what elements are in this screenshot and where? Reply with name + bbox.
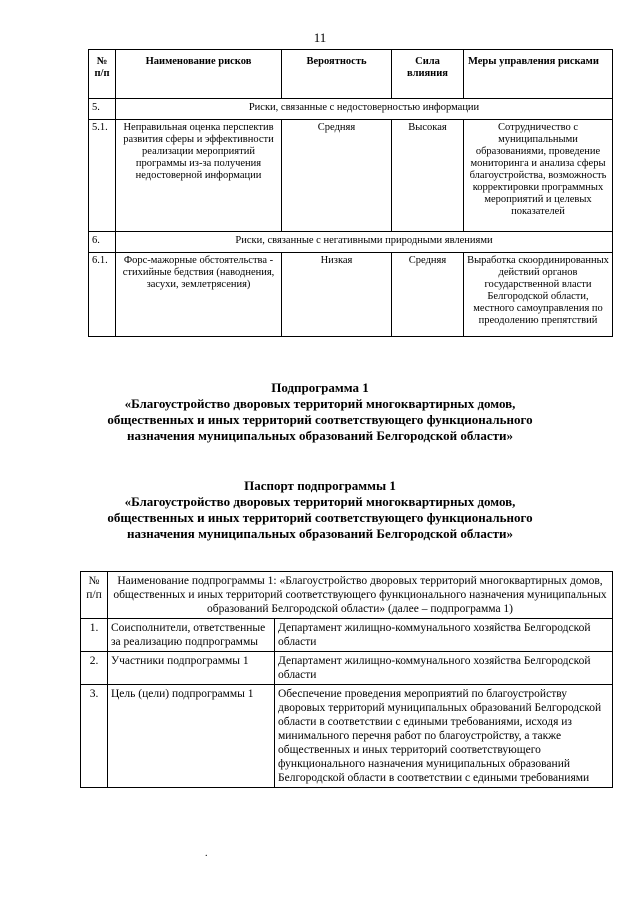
risk-num: 5.1. bbox=[89, 120, 116, 232]
passport-table bbox=[80, 571, 613, 788]
passport-title: Паспорт подпрограммы 1 bbox=[244, 478, 396, 493]
section-num: 5. bbox=[89, 99, 116, 120]
passport-name-line: назначения муниципальных образований Белгородской области» bbox=[127, 526, 513, 541]
risk-table-header bbox=[89, 50, 613, 99]
risk-probability: Низкая bbox=[282, 253, 392, 337]
subprogram-name-line: общественных и иных территорий соответствующего функционального bbox=[107, 412, 533, 427]
section-title: Риски, связанные с негативными природными явлениями bbox=[116, 232, 613, 253]
passport-row-label: Участники подпрограммы 1 bbox=[108, 652, 275, 685]
section-num: 6. bbox=[89, 232, 116, 253]
subprogram-title: Подпрограмма 1 bbox=[271, 380, 369, 395]
passport-row-num: 1. bbox=[81, 619, 108, 652]
passport-row bbox=[81, 652, 613, 685]
passport-header-name: Наименование подпрограммы 1: «Благоустройство дворовых территорий многоквартирных домов, общественных и иных территорий соответствующего функционального назначения муниципальных образований Белгородской области» (далее – подпрограмма 1) bbox=[108, 572, 613, 619]
risk-name: Неправильная оценка перспектив развития сферы и эффективности реализации мероприятий программы из-за получения недостоверной информации bbox=[116, 120, 282, 232]
passport-name-line: «Благоустройство дворовых территорий многоквартирных домов, bbox=[124, 494, 516, 509]
page-number: 11 bbox=[313, 30, 327, 45]
section-row bbox=[89, 99, 613, 120]
risk-table bbox=[88, 49, 613, 337]
subprogram-name-line: «Благоустройство дворовых территорий многоквартирных домов, bbox=[124, 396, 516, 411]
passport-row-value: Департамент жилищно-коммунального хозяйства Белгородской области bbox=[275, 652, 613, 685]
risk-impact: Высокая bbox=[392, 120, 464, 232]
passport-row-value: Департамент жилищно-коммунального хозяйства Белгородской области bbox=[275, 619, 613, 652]
passport-row-label: Соисполнители, ответственные за реализацию подпрограммы bbox=[108, 619, 275, 652]
risk-row bbox=[89, 253, 613, 337]
passport-row-value: Обеспечение проведения мероприятий по благоустройству дворовых территорий муниципальных образований Белгородской области в соответствии с едиными требованиями, исходя из минимального перечня работ по благоустройству, а также общественных и иных территорий соответствующего функционального назначения муниципальных образований Белгородской области в соответствии с едиными требованиями bbox=[275, 685, 613, 788]
passport-name-line: общественных и иных территорий соответствующего функционального bbox=[107, 510, 533, 525]
section-title: Риски, связанные с недостоверностью информации bbox=[116, 99, 613, 120]
header-risk-name: Наименование рисков bbox=[116, 50, 282, 99]
header-measures: Меры управления рисками bbox=[464, 50, 613, 99]
risk-impact: Средняя bbox=[392, 253, 464, 337]
passport-heading bbox=[0, 478, 640, 542]
footer-mark: . bbox=[205, 848, 208, 859]
header-num: № п/п bbox=[89, 50, 116, 99]
passport-row bbox=[81, 619, 613, 652]
header-probability: Вероятность bbox=[282, 50, 392, 99]
passport-header-row bbox=[81, 572, 613, 619]
header-impact: Сила влияния bbox=[392, 50, 464, 99]
passport-row-num: 3. bbox=[81, 685, 108, 788]
subprogram-heading bbox=[0, 380, 640, 444]
subprogram-name-line: назначения муниципальных образований Белгородской области» bbox=[127, 428, 513, 443]
passport-row-num: 2. bbox=[81, 652, 108, 685]
risk-measures: Выработка скоординированных действий органов государственной власти Белгородской области, местного самоуправления по преодолению препятствий bbox=[464, 253, 613, 337]
section-row bbox=[89, 232, 613, 253]
risk-num: 6.1. bbox=[89, 253, 116, 337]
risk-name: Форс-мажорные обстоятельства - стихийные бедствия (наводнения, засухи, землетрясения) bbox=[116, 253, 282, 337]
risk-row bbox=[89, 120, 613, 232]
risk-probability: Средняя bbox=[282, 120, 392, 232]
passport-row-label: Цель (цели) подпрограммы 1 bbox=[108, 685, 275, 788]
passport-row bbox=[81, 685, 613, 788]
risk-measures: Сотрудничество с муниципальными образованиями, проведение мониторинга и анализа сферы благоустройства, возможность корректировки программных мероприятий и целевых показателей bbox=[464, 120, 613, 232]
passport-header-num: № п/п bbox=[81, 572, 108, 619]
